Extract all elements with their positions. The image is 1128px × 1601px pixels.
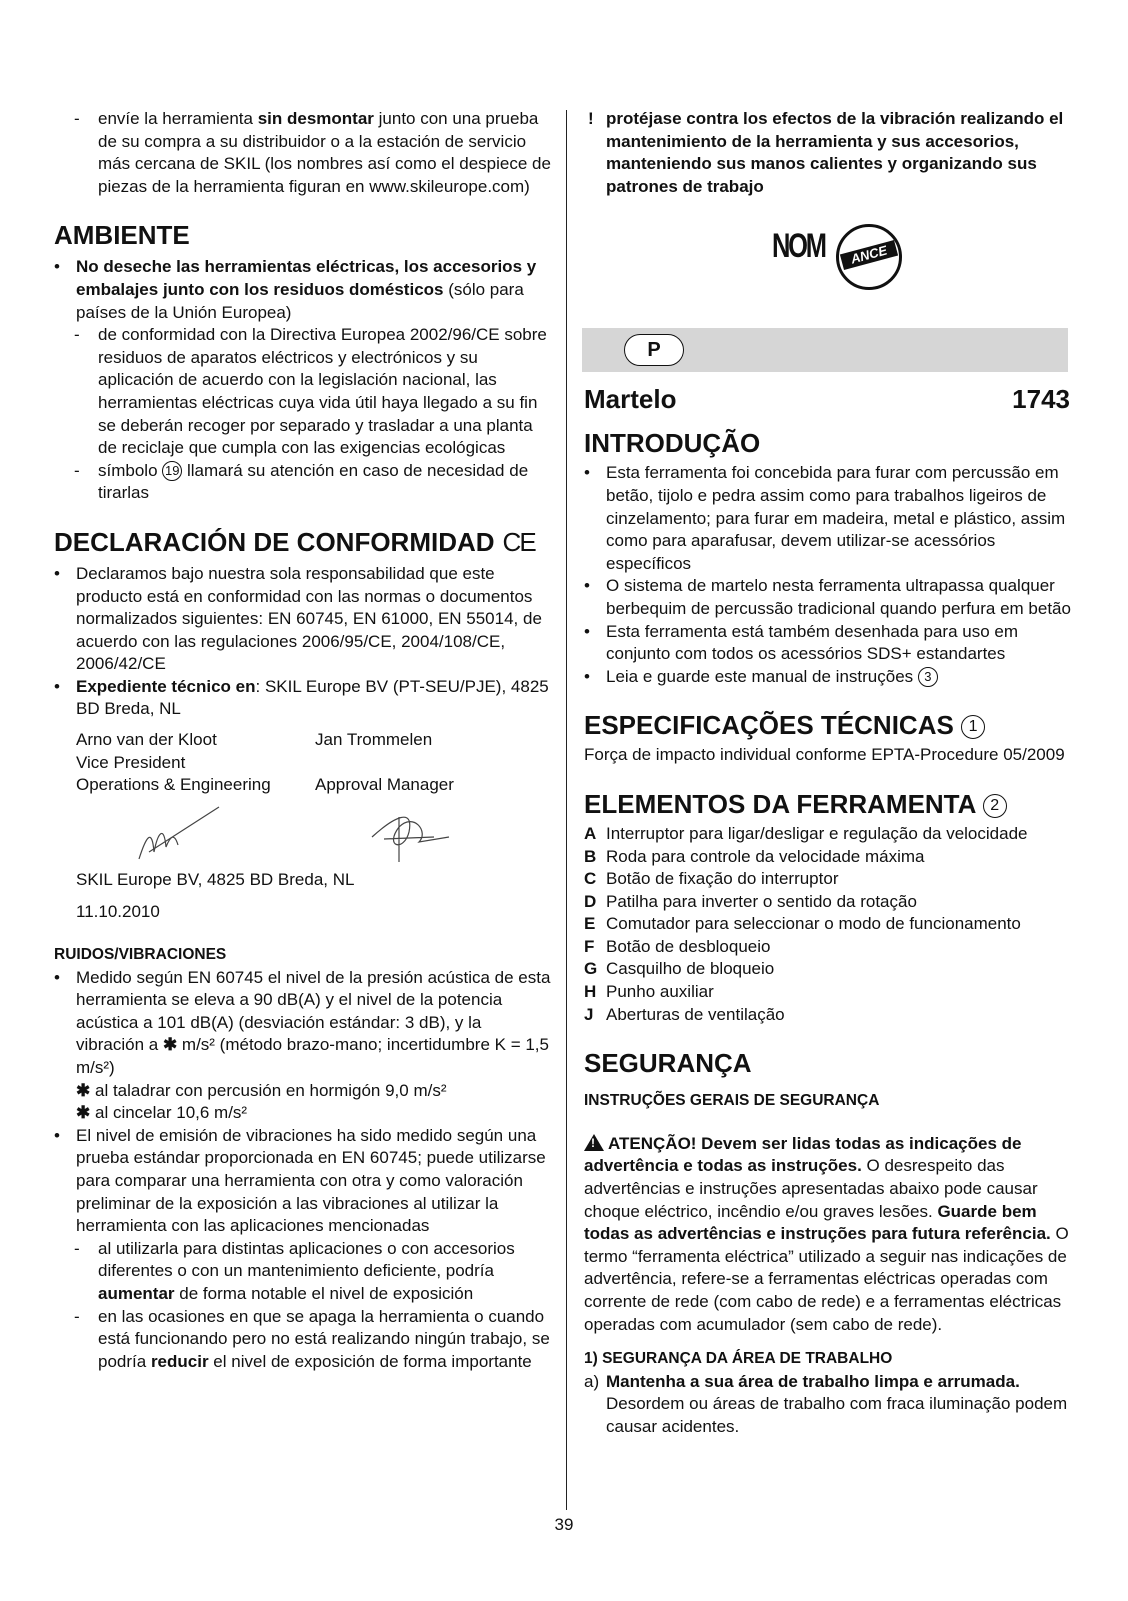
certification-logos [584, 198, 1080, 328]
list-item: • O sistema de martelo nesta ferramenta ultrapassa qualquer berbequim de percussão tradicional quando perfura em betão [584, 576, 1071, 618]
list-item: • El nivel de emisión de vibraciones ha sido medido según una prueba estándar proporcionada en EN 60745; puede utilizarse para comparar una herramienta con otra y como valoración preliminar de la exposición a las vibraciones al utilizar la herramienta con las aplicaciones mencionadas [54, 1125, 546, 1236]
ce-mark-icon: CE [502, 526, 535, 557]
section-heading-specs: ESPECIFICAÇÕES TÉCNICAS 1 [584, 710, 1080, 740]
list-item: ✱ al cincelar 10,6 m/s² [76, 1103, 248, 1123]
product-title-row [584, 384, 1070, 414]
list-item: • Esta ferramenta está também desenhada para uso em conjunto com todos os acessórios SDS+ estandartes [584, 621, 1019, 664]
language-bar [582, 328, 1068, 372]
declaration-date: 11.10.2010 [76, 902, 160, 922]
list-item: • Declaramos bajo nuestra sola responsabilidad que este producto está en conformidad con las normas o documentos normalizados siguientes: EN 60745, EN 61000, EN 55014, de acuerdo con las regulaciones 2006/95/CE, 2004/108/CE, 2006/42/CE [54, 563, 542, 674]
list-item: C Botão de fixação do interruptor [584, 869, 839, 889]
symbol-ref-icon: 19 [162, 461, 182, 481]
list-item: • Expediente técnico en: SKIL Europe BV (PT-SEU/PJE), 4825 BD Breda, NL [54, 676, 549, 719]
list-item: - de conformidad con la Directiva Europea 2002/96/CE sobre residuos de aparatos eléctricos y electrónicos y su aplicación de acuerdo con la legislación nacional, las herramientas eléctricas cuya vida útil haya llegado a su fin se deberán recoger por separado y trasladar a una planta de reciclaje que cumpla con las exigencias ecológicas [74, 325, 547, 458]
list-item: G Casquilho de bloqueio [584, 959, 775, 979]
list-item: - símbolo 19 llamará su atención en caso de necesidad de tirarlas [74, 460, 529, 503]
vibration-note: ! protéjase contra los efectos de la vibración realizando el mantenimiento de la herramienta y sus accesorios, manteniendo sus manos calientes y organizando sus patrones de trabajo [588, 109, 1064, 196]
list-item: J Aberturas de ventilação [584, 1004, 785, 1024]
figure-ref-icon: 3 [918, 667, 938, 687]
section-heading-ruidos: RUIDOS/VIBRACIONES [54, 946, 227, 964]
parts-list [584, 823, 1080, 1026]
list-item: B Roda para controle da velocidade máxima [584, 846, 925, 866]
section-heading-declaracion: DECLARACIÓN DE CONFORMIDAD CE [54, 526, 535, 557]
list-item: - envíe la herramienta sin desmontar junto con una prueba de su compra a su distribuidor o a la estación de servicio más cercana de SKIL (los nombres así como el despiece de piezas de la herramienta figuran en www.skileurope.com) [74, 109, 551, 196]
right-column [584, 108, 1080, 1439]
list-item: H Punho auxiliar [584, 982, 714, 1002]
warning-icon [584, 1134, 604, 1151]
section-heading-elementos: ELEMENTOS DA FERRAMENTA 2 [584, 789, 1080, 819]
list-item: E Comutador para seleccionar o modo de funcionamento [584, 914, 1021, 934]
subsection-heading: 1) SEGURANÇA DA ÁREA DE TRABALHO [584, 1350, 893, 1368]
section-heading-introducao: INTRODUÇÃO [584, 428, 761, 459]
column-divider [566, 110, 567, 1510]
signatories [54, 729, 554, 797]
left-column [54, 108, 554, 1373]
signatory-left: Arno van der Kloot Vice President Operations & Engineering [76, 730, 271, 795]
list-item: F Botão de desbloqueio [584, 936, 771, 956]
list-item: A Interruptor para ligar/desligar e regulação da velocidade [584, 823, 1028, 843]
product-model: 1743 [1012, 384, 1070, 415]
list-item: • Leia e guarde este manual de instruções 3 [584, 666, 1080, 689]
figure-ref-icon: 1 [961, 715, 985, 739]
section-heading-seguranca: SEGURANÇA [584, 1048, 752, 1079]
section-heading-ambiente: AMBIENTE [54, 220, 190, 251]
language-code-badge: P [624, 334, 684, 366]
safety-paragraph: !ATENÇÃO! Devem ser lidas todas as indicações de advertência e todas as instruções. O desrespeito das advertências e instruções apresentadas abaixo pode causar choque eléctrico, incêndio e/ou graves lesões. Guarde bem todas as advertências e instruções para futura referência. O termo “ferramenta eléctrica” utilizado a seguir nas indicações de advertência, refere-se a ferramentas eléctricas operadas com corrente de rede (com cabo de rede) e a ferramentas eléctricas operadas com acumulador (sem cabo de rede). [584, 1133, 1080, 1336]
nom-logo: NOM [772, 227, 825, 266]
signatory-right: Jan Trommelen Approval Manager [315, 730, 454, 795]
list-item: a) Mantenha a sua área de trabalho limpa e arrumada. Desordem ou áreas de trabalho com fraca iluminação podem causar acidentes. [584, 1371, 1068, 1436]
signature-images [54, 797, 534, 869]
list-item: ✱ al taladrar con percusión en hormigón 9,0 m/s² [76, 1080, 447, 1100]
list-item: - al utilizarla para distintas aplicaciones o con accesorios diferentes o con un mantenimiento deficiente, podría aumentar de forma notable el nivel de exposición [74, 1238, 515, 1303]
product-title: Martelo [584, 384, 677, 415]
list-item: • Medido según EN 60745 el nivel de la presión acústica de esta herramienta se eleva a 90 dB(A) y el nivel de la potencia acústica a 101 dB(A) (desviación estándar: 3 dB), y la vibración a ✱ m/s² (método brazo-mano; incertidumbre K = 1,5 m/s²) [54, 967, 551, 1077]
ance-logo-icon: ANCE [836, 224, 902, 290]
specs-text: Força de impacto individual conforme EPTA-Procedure 05/2009 [584, 745, 1065, 765]
list-item: D Patilha para inverter o sentido da rotação [584, 891, 917, 911]
figure-ref-icon: 2 [983, 794, 1007, 818]
page-number: 39 [554, 1515, 574, 1534]
subsection-heading: INSTRUÇÕES GERAIS DE SEGURANÇA [584, 1092, 880, 1110]
list-item: • No deseche las herramientas eléctricas, los accesorios y embalajes junto con los residuos domésticos (sólo para países de la Unión Europea) [54, 257, 537, 322]
list-item: - en las ocasiones en que se apaga la herramienta o cuando está funcionando pero no está realizando ningún trabajo, se podría reducir el nivel de exposición de forma importante [74, 1306, 550, 1371]
list-item: • Esta ferramenta foi concebida para furar com percussão em betão, tijolo e pedra assim como para trabalhos ligeiros de cinzelamento; para furar em madeira, metal e plástico, assim como para aparafusar, devem utilizar-se acessórios específicos [584, 463, 1066, 573]
company-address: SKIL Europe BV, 4825 BD Breda, NL [76, 869, 355, 889]
signatures [54, 797, 554, 869]
